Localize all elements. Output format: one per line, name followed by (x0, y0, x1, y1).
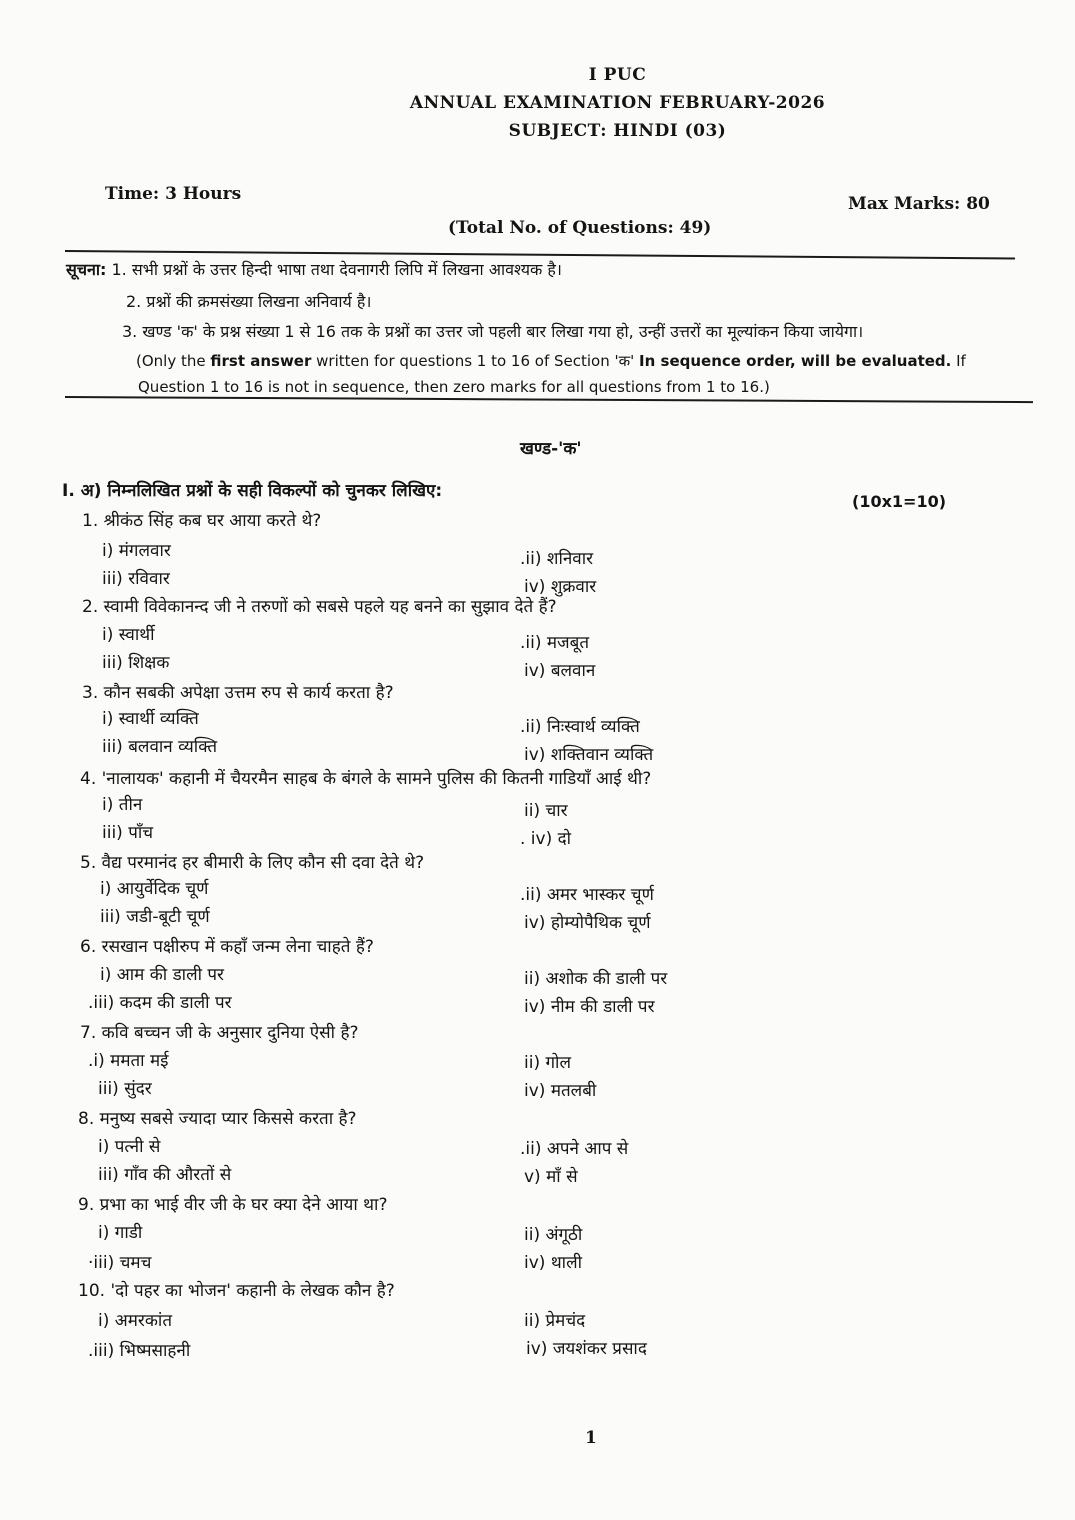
question-7: 7. कवि बच्चन जी के अनुसार दुनिया ऐसी है? (80, 1023, 359, 1043)
class-title: I PUC (588, 65, 647, 85)
option: i) गाडी (98, 1223, 143, 1243)
option: ii) अशोक की डाली पर (524, 969, 668, 989)
section-title: खण्ड-'क' (520, 439, 582, 459)
question-1: 1. श्रीकंठ सिंह कब घर आया करते थे? (82, 511, 322, 531)
option: i) स्वार्थी व्यक्ति (102, 709, 199, 729)
option: iv) शक्तिवान व्यक्ति (524, 745, 654, 765)
instruction-3: 3. खण्ड 'क' के प्रश्न संख्या 1 से 16 तक के प्रश्नों का उत्तर जो पहली बार लिखा गया हो, उन्हीं उत्तरों का मूल्यांकन किया जायेगा। (122, 322, 864, 341)
question-6: 6. रसखान पक्षीरुप में कहाँ जन्म लेना चाहते हैं? (80, 937, 374, 957)
option: .iii) भिष्मसाहनी (88, 1341, 191, 1361)
instruction-english-line2: Question 1 to 16 is not in sequence, then zero marks for all questions from 1 to 16.) (138, 378, 770, 396)
question-group-heading: I. अ) निम्नलिखित प्रश्नों के सही विकल्पों को चुनकर लिखिए: (62, 481, 443, 501)
option: .i) ममता मई (88, 1051, 169, 1071)
en-part-b: first answer (210, 352, 312, 370)
option: iv) जयशंकर प्रसाद (526, 1339, 647, 1359)
option: v) माँ से (524, 1167, 578, 1187)
option: ii) चार (524, 801, 568, 821)
instruction-2: 2. प्रश्नों की क्रमसंख्या लिखना अनिवार्य है। (126, 292, 372, 311)
option: .iii) कदम की डाली पर (88, 993, 232, 1013)
option: iii) सुंदर (98, 1079, 152, 1099)
time-label: Time: 3 Hours (105, 184, 242, 204)
option: .ii) अमर भास्कर चूर्ण (520, 885, 654, 905)
page-number: 1 (585, 1428, 597, 1448)
question-group-marks: (10x1=10) (852, 492, 947, 511)
option: i) आयुर्वेदिक चूर्ण (100, 879, 209, 899)
en-part-e: If (951, 352, 966, 370)
option: iv) बलवान (524, 661, 596, 681)
question-2: 2. स्वामी विवेकानन्द जी ने तरुणों को सबसे पहले यह बनने का सुझाव देते हैं? (82, 597, 557, 617)
option: .ii) निःस्वार्थ व्यक्ति (520, 717, 640, 737)
option: iii) गाँव की औरतों से (98, 1165, 232, 1185)
option: ii) प्रेमचंद (524, 1311, 586, 1331)
option: iii) जडी-बूटी चूर्ण (100, 907, 210, 927)
option: ·iii) चमच (88, 1253, 152, 1273)
option: i) पत्नी से (98, 1137, 161, 1157)
option: . iv) दो (520, 829, 572, 849)
question-5: 5. वैद्य परमानंद हर बीमारी के लिए कौन सी दवा देते थे? (80, 853, 425, 873)
option: iii) रविवार (102, 569, 170, 589)
question-10: 10. 'दो पहर का भोजन' कहानी के लेखक कौन है? (78, 1281, 395, 1301)
option: i) मंगलवार (102, 541, 171, 561)
option: iv) नीम की डाली पर (524, 997, 655, 1017)
option: iv) होम्योपैथिक चूर्ण (524, 913, 651, 933)
option: iv) मतलबी (524, 1081, 597, 1101)
question-4: 4. 'नालायक' कहानी में चैयरमैन साहब के बंगले के सामने पुलिस की कितनी गाडियाँ आई थी? (80, 769, 652, 789)
question-8: 8. मनुष्य सबसे ज्यादा प्यार किससे करता है? (78, 1109, 357, 1129)
option: iii) पाँच (102, 823, 154, 843)
instruction-1-text: 1. सभी प्रश्नों के उत्तर हिन्दी भाषा तथा देवनागरी लिपि में लिखना आवश्यक है। (106, 260, 562, 279)
bottom-divider (65, 396, 1033, 403)
option: iii) शिक्षक (102, 653, 170, 673)
en-part-d: In sequence order, will be evaluated. (639, 352, 952, 370)
option: i) अमरकांत (98, 1311, 173, 1331)
option: ii) गोल (524, 1053, 571, 1073)
instruction-1 (66, 258, 562, 280)
subject-title: SUBJECT: HINDI (03) (508, 121, 727, 141)
option: .ii) अपने आप से (520, 1139, 629, 1159)
question-3: 3. कौन सबकी अपेक्षा उत्तम रुप से कार्य करता है? (82, 683, 394, 703)
option: iii) बलवान व्यक्ति (102, 737, 218, 757)
en-part-a: (Only the (136, 352, 211, 370)
option: iv) शुक्रवार (524, 577, 597, 597)
question-9: 9. प्रभा का भाई वीर जी के घर क्या देने आया था? (78, 1195, 388, 1215)
option: iv) थाली (524, 1253, 583, 1273)
option: .ii) मजबूत (520, 633, 590, 653)
max-marks-label: Max Marks: 80 (848, 194, 990, 214)
option: i) स्वार्थी (102, 625, 155, 645)
option: ii) अंगूठी (524, 1225, 583, 1245)
option: i) आम की डाली पर (100, 965, 225, 985)
exam-title: ANNUAL EXAMINATION FEBRUARY-2026 (409, 93, 826, 113)
instruction-english-line1 (136, 351, 966, 371)
option: i) तीन (102, 795, 143, 815)
instruction-lead: सूचना: (66, 260, 107, 279)
total-questions-label: (Total No. of Questions: 49) (448, 218, 712, 238)
option: .ii) शनिवार (520, 549, 594, 569)
en-part-c: written for questions 1 to 16 of Section 'क' (311, 352, 640, 370)
